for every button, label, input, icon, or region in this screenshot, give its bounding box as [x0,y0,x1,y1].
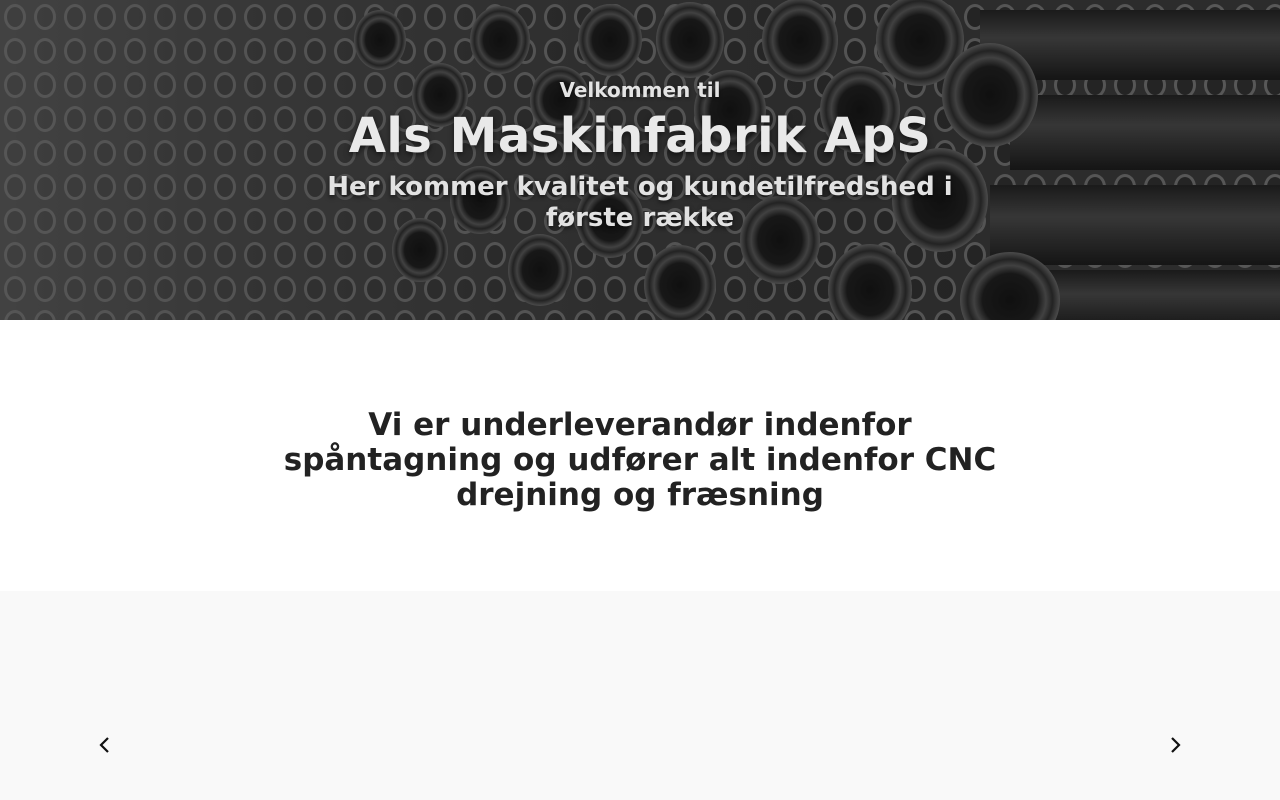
intro-heading: Vi er underleverandør indenfor spåntagning og udfører alt indenfor CNC drejning og fræsning [283,407,997,513]
carousel-next-button[interactable] [1161,731,1189,759]
carousel-prev-button[interactable] [91,731,119,759]
chevron-right-icon [1168,736,1182,754]
chevron-left-icon [98,736,112,754]
hero-kicker: Velkommen til [559,78,721,102]
hero-banner [0,0,1280,320]
hero-title: Als Maskinfabrik ApS [348,108,932,164]
hero-subtitle: Her kommer kvalitet og kundetilfredshed i første række [327,172,953,233]
intro-section [0,320,1280,591]
image-carousel [0,591,1280,800]
hero-text-block [0,0,1280,320]
